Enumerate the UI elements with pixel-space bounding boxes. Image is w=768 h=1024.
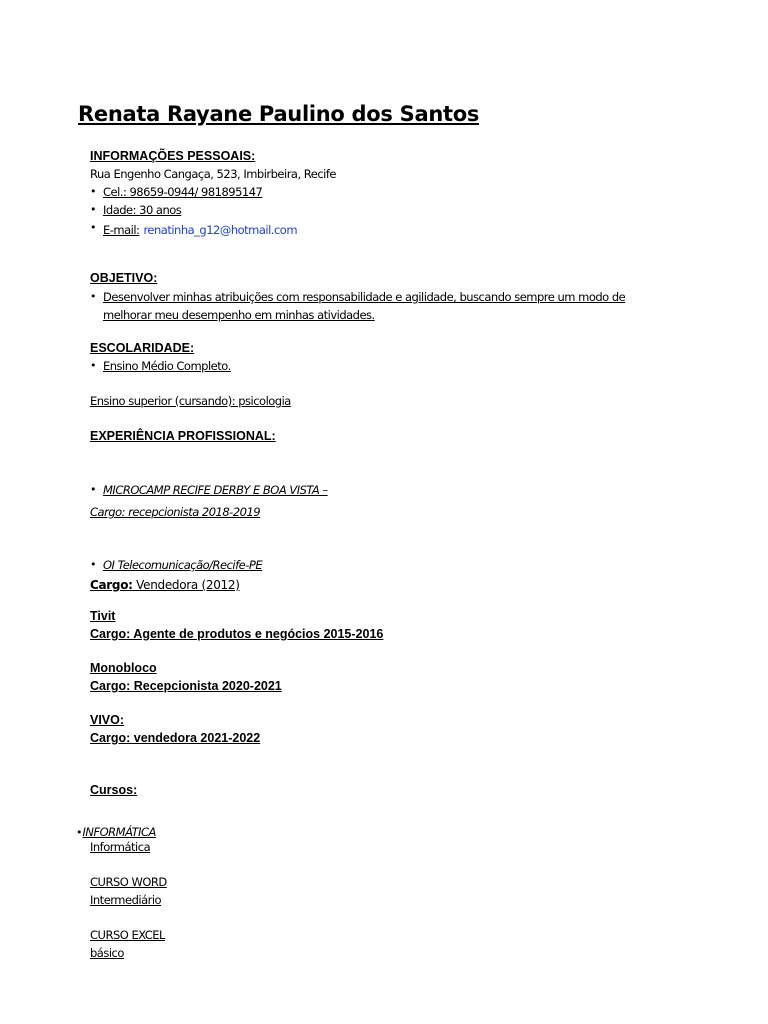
course-3-level: básico — [90, 946, 124, 960]
courses-heading: Cursos: — [90, 783, 138, 797]
bullet-icon: • — [90, 558, 97, 571]
education-item-1: Ensino Médio Completo. — [103, 359, 231, 373]
course-1-title: INFORMÁTICA — [82, 825, 156, 839]
bullet-icon: • — [90, 185, 97, 198]
job-3-company: Tivit — [90, 609, 116, 623]
bullet-icon: • — [90, 359, 97, 372]
bullet-icon: • — [90, 483, 97, 496]
job-2-company: OI Telecomunicação/Recife-PE — [103, 558, 263, 572]
personal-info-heading: INFORMAÇÕES PESSOAIS: — [90, 149, 256, 163]
course-2-level: Intermediário — [90, 893, 162, 907]
age-text: Idade: 30 anos — [103, 203, 182, 217]
job-1-company: MICROCAMP RECIFE DERBY E BOA VISTA – — [103, 483, 328, 497]
email-link[interactable]: renatinha_g12@hotmail.com — [143, 223, 298, 237]
job-2-role — [90, 576, 240, 594]
job-4-role: Cargo: Recepcionista 2020-2021 — [90, 679, 282, 693]
job-4-company: Monobloco — [90, 661, 157, 675]
email-row — [103, 221, 297, 239]
job-5-role: Cargo: vendedora 2021-2022 — [90, 731, 261, 745]
objective-line-2: melhorar meu desempenho em minhas atividades. — [103, 308, 375, 322]
course-1-level: Informática — [90, 840, 151, 854]
course-2-title: CURSO WORD — [90, 875, 167, 889]
email-label: E-mail: — [103, 223, 140, 237]
objective-heading: OBJETIVO: — [90, 271, 158, 285]
job-5-company: VIVO: — [90, 713, 125, 727]
phone-text: Cel.: 98659-0944/ 981895147 — [103, 185, 263, 199]
bullet-icon: • — [76, 826, 83, 839]
bullet-icon: • — [90, 221, 97, 234]
experience-heading: EXPERIÊNCIA PROFISSIONAL: — [90, 429, 276, 443]
course-1-title-row — [76, 823, 156, 841]
objective-line-1: Desenvolver minhas atribuições com responsabilidade e agilidade, buscando sempre um modo de — [103, 290, 626, 304]
job-1-role: Cargo: recepcionista 2018-2019 — [90, 505, 261, 519]
job-3-role: Cargo: Agente de produtos e negócios 2015-2016 — [90, 627, 384, 641]
course-3-title: CURSO EXCEL — [90, 928, 165, 942]
address-text: Rua Engenho Cangaça, 523, Imbirbeira, Recife — [90, 167, 336, 181]
bullet-icon: • — [90, 203, 97, 216]
education-heading: ESCOLARIDADE: — [90, 341, 195, 355]
job-2-role-label: Cargo: — [90, 578, 133, 592]
job-2-role-value: Vendedora (2012) — [132, 578, 240, 592]
education-item-2: Ensino superior (cursando): psicologia — [90, 394, 291, 408]
resume-name: Renata Rayane Paulino dos Santos — [78, 102, 480, 126]
bullet-icon: • — [90, 290, 97, 303]
